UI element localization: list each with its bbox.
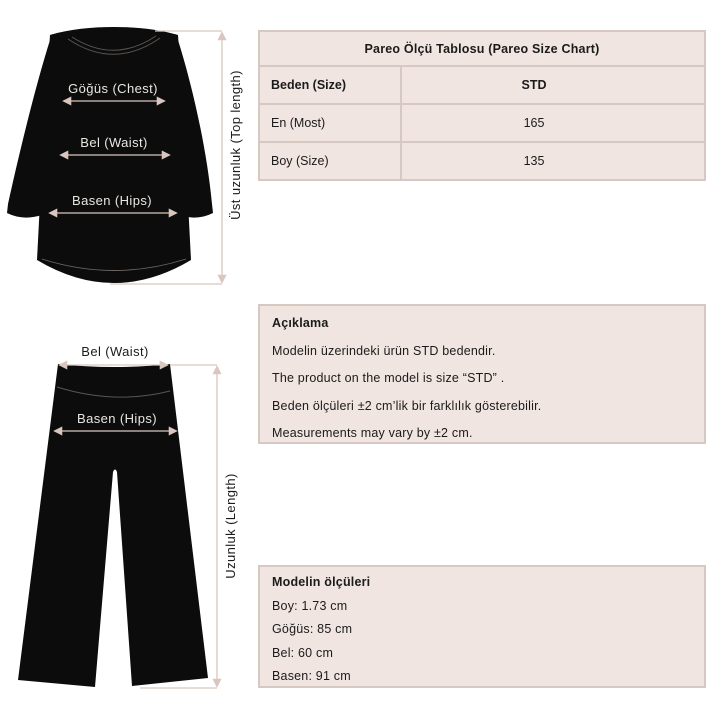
size-table-row-label: En (Most) (260, 105, 402, 141)
notes-title: Açıklama (272, 316, 329, 330)
size-table-row-label: Boy (Size) (260, 143, 402, 179)
model-measurement-line: Basen: 91 cm (272, 669, 351, 683)
pants-waist-label: Bel (Waist) (81, 344, 149, 359)
model-measurements-box (258, 565, 706, 688)
size-table-header-row (260, 65, 704, 103)
size-table-header-value: STD (521, 78, 547, 92)
model-measurement-line: Bel: 60 cm (272, 645, 334, 660)
size-table-row-value: 165 (523, 116, 545, 130)
size-table (258, 30, 706, 181)
size-table-row-value: 135 (523, 154, 545, 168)
model-measurement-line: Boy: 1.73 cm (272, 598, 348, 613)
pants-hips-label: Basen (Hips) (77, 411, 157, 426)
size-table-title: Pareo Ölçü Tablosu (Pareo Size Chart) (364, 41, 600, 56)
hips-label: Basen (Hips) (72, 193, 152, 208)
notes-line: The product on the model is size “STD” . (272, 371, 505, 385)
notes-box (258, 304, 706, 444)
bottom-garment-figure (0, 340, 250, 700)
notes-line: Measurements may vary by ±2 cm. (272, 426, 473, 440)
pants-length-label: Uzunluk (Length) (223, 473, 238, 579)
top-length-label: Üst uzunluk (Top length) (228, 70, 243, 220)
model-measurements-title: Modelin ölçüleri (272, 575, 371, 589)
notes-line: Beden ölçüleri ±2 cm’lik bir farklılık gösterebilir. (272, 398, 542, 413)
top-garment-figure (0, 20, 250, 292)
chest-label: Göğüs (Chest) (68, 81, 158, 96)
model-measurement-line: Göğüs: 85 cm (272, 622, 353, 636)
table-row (260, 141, 704, 179)
waist-label: Bel (Waist) (80, 135, 148, 150)
notes-line: Modelin üzerindeki ürün STD bedendir. (272, 343, 496, 358)
size-table-header-label: Beden (Size) (260, 67, 402, 103)
table-row (260, 103, 704, 141)
